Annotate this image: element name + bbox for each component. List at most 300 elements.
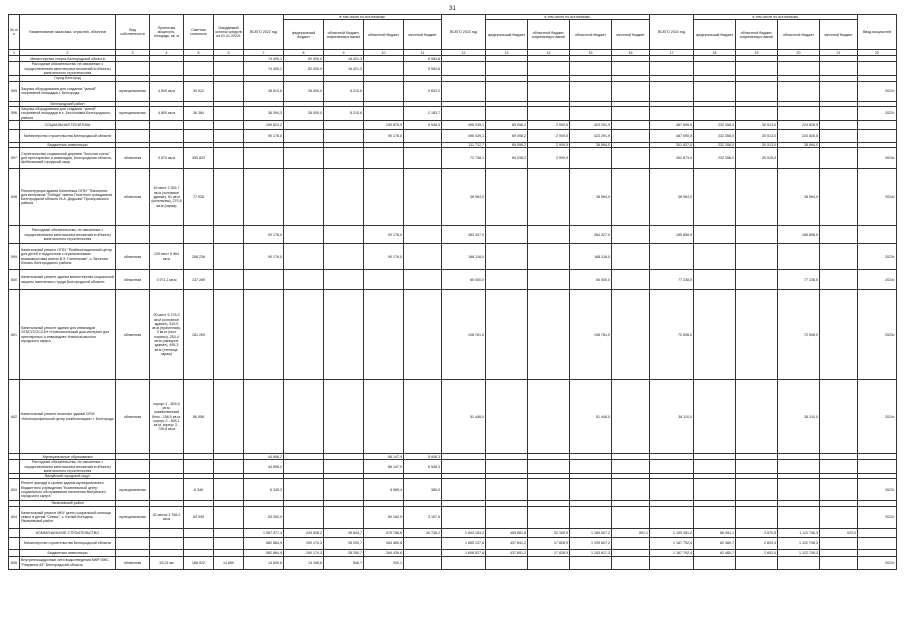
cell-f24 bbox=[694, 506, 736, 528]
cell-o23: 423 291,9 bbox=[570, 129, 612, 142]
cell-no: 598 bbox=[9, 169, 20, 226]
cell-own: областная bbox=[116, 556, 150, 569]
cell-m24 bbox=[820, 62, 858, 76]
cell-cap: 90 мест 5 275,3 кв.м (основное здание), 510,5 кв.м (прачечная), 3 кв.м (пост охраны), 253,4 кв.м (овощное здание), 455,3 кв.м (теплица, гараж) bbox=[150, 290, 184, 380]
cell-inp: 2024г. bbox=[858, 270, 897, 290]
cell-cap bbox=[150, 479, 184, 501]
cell-m24 bbox=[820, 556, 858, 569]
cell-no: 604 bbox=[9, 506, 20, 528]
cell-t23 bbox=[442, 556, 486, 569]
column-number: 16 bbox=[612, 50, 650, 56]
cell-f23 bbox=[486, 106, 528, 120]
table-row bbox=[9, 148, 897, 169]
cell-inp: 2022г. bbox=[858, 556, 897, 569]
cell-s22 bbox=[324, 479, 364, 501]
cell-f22 bbox=[284, 226, 324, 244]
cell-s24: 2 603,4 bbox=[736, 537, 778, 549]
cell-own bbox=[116, 120, 150, 129]
cell-inp bbox=[858, 460, 897, 474]
cell-rest bbox=[214, 479, 244, 501]
cell-s24 bbox=[736, 226, 778, 244]
cell-t23: 1 643 183,3 bbox=[442, 528, 486, 537]
cell-name: Яковлевский район bbox=[20, 501, 116, 506]
cell-s23: 17 828,9 bbox=[528, 549, 570, 556]
table-row bbox=[9, 479, 897, 501]
cell-o23 bbox=[570, 506, 612, 528]
cell-f24 bbox=[694, 81, 736, 101]
cell-f22: 26 000,0 bbox=[284, 81, 324, 101]
cell-s23 bbox=[528, 106, 570, 120]
cell-rest bbox=[214, 460, 244, 474]
cell-cost: 137 289 bbox=[184, 270, 214, 290]
cell-s24: 30 513,0 bbox=[736, 120, 778, 129]
cell-s23 bbox=[528, 244, 570, 270]
cell-m23 bbox=[612, 62, 650, 76]
cell-m23 bbox=[612, 81, 650, 101]
cell-own: областная bbox=[116, 148, 150, 169]
cell-f22 bbox=[284, 290, 324, 380]
cell-f24 bbox=[694, 226, 736, 244]
col-header: областной бюджет bbox=[364, 20, 404, 50]
cell-f23: 437 841,2 bbox=[486, 537, 528, 549]
cell-s22 bbox=[324, 506, 364, 528]
cell-t23: 60 000,0 bbox=[442, 270, 486, 290]
cell-m22: 380,0 bbox=[404, 479, 442, 501]
cell-f23: 69 098,2 bbox=[486, 142, 528, 147]
cell-s22: 546,7 bbox=[324, 556, 364, 569]
cell-rest: 14 850 bbox=[214, 556, 244, 569]
cell-f22 bbox=[284, 244, 324, 270]
cell-t23: 496 039,1 bbox=[442, 120, 486, 129]
cell-f23: 69 098,2 bbox=[486, 129, 528, 142]
group-row bbox=[9, 226, 897, 244]
cell-m22: 3 167,5 bbox=[404, 506, 442, 528]
cell-inp bbox=[858, 537, 897, 549]
cell-s23 bbox=[528, 380, 570, 454]
cell-t22 bbox=[244, 169, 284, 226]
cell-cap bbox=[150, 460, 184, 474]
cell-s22: 16 421,3 bbox=[324, 56, 364, 62]
cell-no: 605 bbox=[9, 556, 20, 569]
cell-o24: 1 122 708,3 bbox=[778, 537, 820, 549]
cell-f24: 232 358,0 bbox=[694, 120, 736, 129]
column-number: 1 bbox=[9, 50, 20, 56]
cell-cap bbox=[150, 226, 184, 244]
cell-own: областная bbox=[116, 270, 150, 290]
cell-f24: 232 358,0 bbox=[694, 142, 736, 147]
cell-t23: 111 712,7 bbox=[442, 142, 486, 147]
cell-s23 bbox=[528, 479, 570, 501]
table-row bbox=[9, 380, 897, 454]
cell-o24: 1 122 708,3 bbox=[778, 549, 820, 556]
column-number: 22 bbox=[858, 50, 897, 56]
cell-name: СОЦИАЛЬНАЯ ПОЛИТИКА bbox=[20, 120, 116, 129]
cell-s22 bbox=[324, 120, 364, 129]
column-number: 10 bbox=[364, 50, 404, 56]
cell-name: Капитальный ремонт здания для инвалидов ОГБСУСОССЗН «Новооскольский дом-интернат для престарелых и инвалидов» Новооскольского городского округа bbox=[20, 290, 116, 380]
cell-m24 bbox=[820, 549, 858, 556]
cell-m22 bbox=[404, 537, 442, 549]
cell-no: 603 bbox=[9, 479, 20, 501]
column-number: 4 bbox=[150, 50, 184, 56]
cell-m22 bbox=[404, 169, 442, 226]
cell-m24 bbox=[820, 129, 858, 142]
cell-name: Капитальный ремонт МБУ центр социальной помощи семье и детям "Семья", с. Белый Колодезь, Яковлевский район bbox=[20, 506, 116, 528]
cell-s23 bbox=[528, 290, 570, 380]
cell-m23 bbox=[612, 244, 650, 270]
cell-m23 bbox=[612, 380, 650, 454]
cell-t24 bbox=[650, 62, 694, 76]
cell-s23 bbox=[528, 270, 570, 290]
cell-cost: 395 823 bbox=[184, 148, 214, 169]
cell-t24 bbox=[650, 106, 694, 120]
cell-f24 bbox=[694, 290, 736, 380]
cell-rest bbox=[214, 270, 244, 290]
page-number: 31 bbox=[449, 6, 456, 12]
cell-inp bbox=[858, 549, 897, 556]
cell-s23 bbox=[528, 460, 570, 474]
cell-name: Муниципальные образования bbox=[20, 454, 116, 460]
cell-name: Реконструкция здания Комплекса ОГБУ "Пансионат для ветеранов "Победа" имени Почетного гражданина Белгородской области М.А. Дедкова" Прохоровского района bbox=[20, 169, 116, 226]
cell-s22 bbox=[324, 270, 364, 290]
cell-f23 bbox=[486, 556, 528, 569]
cell-m22: 5 984,8 bbox=[404, 62, 442, 76]
cell-t24: 36 110,0 bbox=[650, 380, 694, 454]
cell-inp: 2022г. bbox=[858, 506, 897, 528]
table-row bbox=[9, 270, 897, 290]
cell-m24 bbox=[820, 506, 858, 528]
cell-rest bbox=[214, 537, 244, 549]
cell-s23: 2 909,5 bbox=[528, 148, 570, 169]
cell-own: областная bbox=[116, 380, 150, 454]
col-header: областной бюджет, софинансиро-вание bbox=[324, 20, 364, 50]
cell-s22 bbox=[324, 169, 364, 226]
group-row bbox=[9, 537, 897, 549]
column-number: 6 bbox=[214, 50, 244, 56]
cell-f24: 62 480,7 bbox=[694, 537, 736, 549]
cell-s22 bbox=[324, 290, 364, 380]
cell-f24: 232 358,0 bbox=[694, 129, 736, 142]
group-header: в том числе по источникам: bbox=[284, 15, 442, 20]
cell-own bbox=[116, 129, 150, 142]
cell-s22: 8 210,6 bbox=[324, 106, 364, 120]
cell-name: Бюджетные инвестиции bbox=[20, 142, 116, 147]
cell-name: КОММУНАЛЬНОЕ СТРОИТЕЛЬСТВО bbox=[20, 528, 116, 537]
cell-m23 bbox=[612, 549, 650, 556]
cell-f23 bbox=[486, 226, 528, 244]
column-number: 9 bbox=[324, 50, 364, 56]
cell-t22: 90 178,0 bbox=[244, 244, 284, 270]
cell-s24 bbox=[736, 290, 778, 380]
cell-name: Валуйский городской округ bbox=[20, 474, 116, 479]
cell-name: Строительство социальной деревни "Золотая осень" для престарелых и инвалидов, Белгородская область, Шебекинский городской округ bbox=[20, 148, 116, 169]
cell-m23 bbox=[612, 148, 650, 169]
cell-m22 bbox=[404, 380, 442, 454]
cell-t23: 496 039,1 bbox=[442, 129, 486, 142]
cell-t22: 199 824,2 bbox=[244, 120, 284, 129]
cell-s24 bbox=[736, 479, 778, 501]
cell-m22: 5 948,3 bbox=[404, 460, 442, 474]
cell-o24: 185 858,5 bbox=[778, 226, 820, 244]
cell-f23 bbox=[486, 169, 528, 226]
cell-t24: 301 837,0 bbox=[650, 142, 694, 147]
cell-t24: 487 695,5 bbox=[650, 120, 694, 129]
cell-o22 bbox=[364, 81, 404, 101]
cell-t24: 185 858,5 bbox=[650, 226, 694, 244]
cell-m22: 2 183,7 bbox=[404, 106, 442, 120]
cell-t24 bbox=[650, 244, 694, 270]
cell-f22: 290 174,3 bbox=[284, 549, 324, 556]
cell-s24: 30 513,0 bbox=[736, 129, 778, 142]
cell-s24: 3 870,8 bbox=[736, 528, 778, 537]
cell-o23: 168 118,0 bbox=[570, 244, 612, 270]
cell-f22 bbox=[284, 479, 324, 501]
cell-s23 bbox=[528, 226, 570, 244]
cell-cost bbox=[184, 129, 214, 142]
cell-m23 bbox=[612, 106, 650, 120]
cell-own: областная bbox=[116, 290, 150, 380]
cell-o23: 38 964,0 bbox=[570, 142, 612, 147]
cell-o24 bbox=[778, 106, 820, 120]
column-number: 13 bbox=[486, 50, 528, 56]
cell-t24 bbox=[650, 479, 694, 501]
cell-o24 bbox=[778, 244, 820, 270]
cell-own: муниципальная bbox=[116, 506, 150, 528]
cell-no bbox=[9, 62, 20, 76]
cell-m24 bbox=[820, 270, 858, 290]
cell-f22 bbox=[284, 506, 324, 528]
cell-t24: 1 187 792,4 bbox=[650, 537, 694, 549]
cell-f24 bbox=[694, 479, 736, 501]
cell-o23: 1 153 617,3 bbox=[570, 549, 612, 556]
cell-s23: 2 909,5 bbox=[528, 120, 570, 129]
cell-s23: 17 828,9 bbox=[528, 537, 570, 549]
cell-t24 bbox=[650, 81, 694, 101]
group-row bbox=[9, 120, 897, 129]
cell-o22: 90 178,0 bbox=[364, 244, 404, 270]
cell-s22 bbox=[324, 129, 364, 142]
cell-m23 bbox=[612, 226, 650, 244]
cell-s23 bbox=[528, 169, 570, 226]
cell-name: Расходные обязательства, не связанные с осуществлением капитальных вложений в объекты капитального строительства bbox=[20, 460, 116, 474]
cell-own: муниципальная bbox=[116, 106, 150, 120]
col-header: Ожидаемый остаток средств на 01.01.2022г. bbox=[214, 15, 244, 50]
cell-s22 bbox=[324, 460, 364, 474]
col-header: ВСЕГО 2022 год bbox=[244, 15, 284, 50]
cell-no: 599 bbox=[9, 244, 20, 270]
cell-o24 bbox=[778, 506, 820, 528]
cell-name: Капитальный ремонт нежилых зданий ОГБУ «Многопрофильный центр реабилитации» г. Белгорода bbox=[20, 380, 116, 454]
cell-o22 bbox=[364, 148, 404, 169]
col-header: Вид собственности bbox=[116, 15, 150, 50]
col-header: местный бюджет bbox=[820, 20, 858, 50]
cell-own: областная bbox=[116, 169, 150, 226]
cell-s24 bbox=[736, 81, 778, 101]
cell-f23: 455 681,8 bbox=[486, 528, 528, 537]
group-row bbox=[9, 549, 897, 556]
cell-m24 bbox=[820, 244, 858, 270]
cell-f22 bbox=[284, 120, 324, 129]
cell-rest bbox=[214, 506, 244, 528]
cell-m23 bbox=[612, 460, 650, 474]
cell-s23: 2 909,5 bbox=[528, 142, 570, 147]
cell-m23: 591,1 bbox=[612, 528, 650, 537]
cell-o22: 60 182,5 bbox=[364, 506, 404, 528]
cell-t24: 1 187 792,4 bbox=[650, 549, 694, 556]
cell-cap bbox=[150, 62, 184, 76]
group-row bbox=[9, 62, 897, 76]
cell-cap bbox=[150, 549, 184, 556]
table-row bbox=[9, 169, 897, 226]
cell-o22 bbox=[364, 62, 404, 76]
column-number: 11 bbox=[404, 50, 442, 56]
cell-s23 bbox=[528, 62, 570, 76]
cell-m24 bbox=[820, 479, 858, 501]
cell-rest bbox=[214, 129, 244, 142]
cell-f24: 66 491,1 bbox=[694, 528, 736, 537]
cell-s22: 8 210,6 bbox=[324, 81, 364, 101]
cell-name: Капитальный ремонт ОГБУ "Реабилитационный центр для детей и подростков с ограниченными возможностями имени В.З. Глененкова", с. Веселая Лопань Белгородского района bbox=[20, 244, 116, 270]
cell-f23 bbox=[486, 460, 528, 474]
cell-name: Министерство спорта Белгородской области bbox=[20, 56, 116, 62]
col-header: областной бюджет bbox=[570, 20, 612, 50]
cell-o23 bbox=[570, 62, 612, 76]
cell-f23: 69 038,2 bbox=[486, 148, 528, 169]
cell-t24: 72 508,0 bbox=[650, 290, 694, 380]
cell-o22: 86 147,9 bbox=[364, 460, 404, 474]
cell-f22 bbox=[284, 148, 324, 169]
cell-inp bbox=[858, 120, 897, 129]
cell-m22: 3 603,2 bbox=[404, 81, 442, 101]
cell-m24 bbox=[820, 120, 858, 129]
cell-t23: 168 118,0 bbox=[442, 244, 486, 270]
cell-m23 bbox=[612, 129, 650, 142]
cell-f23 bbox=[486, 380, 528, 454]
cell-rest bbox=[214, 549, 244, 556]
cell-own bbox=[116, 528, 150, 537]
cell-s24 bbox=[736, 244, 778, 270]
cell-o23: 38 964,0 bbox=[570, 169, 612, 226]
cell-own: областная bbox=[116, 244, 150, 270]
cell-f22: 443 538,2 bbox=[284, 528, 324, 537]
cell-m24 bbox=[820, 81, 858, 101]
cell-cost bbox=[184, 528, 214, 537]
cell-o22: 575 758,6 bbox=[364, 528, 404, 537]
cell-cost bbox=[184, 62, 214, 76]
col-header: федеральный бюджет bbox=[486, 20, 528, 50]
cell-m22 bbox=[404, 290, 442, 380]
cell-rest bbox=[214, 290, 244, 380]
cell-t22 bbox=[244, 290, 284, 380]
cell-t22 bbox=[244, 148, 284, 169]
cell-s22 bbox=[324, 244, 364, 270]
cell-o24: 38 964,0 bbox=[778, 142, 820, 147]
cell-m22 bbox=[404, 148, 442, 169]
investment-table bbox=[8, 14, 897, 570]
cell-o23 bbox=[570, 106, 612, 120]
cell-t23: 72 748,1 bbox=[442, 148, 486, 169]
cell-own bbox=[116, 226, 150, 244]
cell-s23 bbox=[528, 506, 570, 528]
cell-o23: 423 291,9 bbox=[570, 120, 612, 129]
cell-s24: 2 603,4 bbox=[736, 549, 778, 556]
cell-o24 bbox=[778, 556, 820, 569]
cell-t24: 487 695,5 bbox=[650, 129, 694, 142]
cell-name: Белгородский район bbox=[20, 101, 116, 106]
cell-name: Капитальный ремонт здания министерства социальной защиты населения и труда Белгородской области bbox=[20, 270, 116, 290]
cell-t23 bbox=[442, 506, 486, 528]
cell-o23 bbox=[570, 460, 612, 474]
cell-f24 bbox=[694, 556, 736, 569]
cell-t23: 38 964,0 bbox=[442, 169, 486, 226]
cell-cost bbox=[184, 120, 214, 129]
cell-cost bbox=[184, 226, 214, 244]
column-number: 5 bbox=[184, 50, 214, 56]
cell-inp: 2022г. bbox=[858, 81, 897, 101]
table-row bbox=[9, 506, 897, 528]
cell-inp: 2024г. bbox=[858, 380, 897, 454]
cell-m22 bbox=[404, 226, 442, 244]
cell-s22 bbox=[324, 148, 364, 169]
table-header bbox=[9, 15, 897, 56]
col-header: Сметная стоимость bbox=[184, 15, 214, 50]
cell-cap: 3 874 кв.м bbox=[150, 148, 184, 169]
table-row bbox=[9, 556, 897, 569]
cell-cap: 4 800 кв.м bbox=[150, 81, 184, 101]
cell-name: Расходные обязательства, не связанные с осуществлением капитальных вложений в объекты капитального строительства bbox=[20, 62, 116, 76]
col-header: федеральный бюджет bbox=[694, 20, 736, 50]
group-row bbox=[9, 460, 897, 474]
cell-m23 bbox=[612, 479, 650, 501]
cell-cost: 181 269 bbox=[184, 290, 214, 380]
cell-cap: 53,01 км bbox=[150, 556, 184, 569]
cell-f23: 89 098,2 bbox=[486, 120, 528, 129]
cell-cap bbox=[150, 528, 184, 537]
cell-o24: 1 112 708,3 bbox=[778, 528, 820, 537]
column-number: 7 bbox=[244, 50, 284, 56]
cell-no bbox=[9, 226, 20, 244]
cell-t22: 1 087 977,4 bbox=[244, 528, 284, 537]
cell-s23: 20 169,9 bbox=[528, 528, 570, 537]
cell-t23: 384 327,0 bbox=[442, 226, 486, 244]
cell-inp: 2024г. bbox=[858, 148, 897, 169]
cell-f24 bbox=[694, 169, 736, 226]
cell-m24 bbox=[820, 226, 858, 244]
cell-inp: 2023г. bbox=[858, 244, 897, 270]
cell-o22: 90 178,0 bbox=[364, 129, 404, 142]
cell-inp bbox=[858, 62, 897, 76]
cell-m24 bbox=[820, 537, 858, 549]
cell-no: 597 bbox=[9, 148, 20, 169]
cell-no: 600 bbox=[9, 270, 20, 290]
cell-name: Министерство строительства Белгородской области bbox=[20, 537, 116, 549]
col-header: Ввод мощностей bbox=[858, 15, 897, 50]
cell-o24: 38 964,0 bbox=[778, 169, 820, 226]
cell-t22: 582 864,9 bbox=[244, 549, 284, 556]
cell-cost bbox=[184, 549, 214, 556]
column-number: 17 bbox=[650, 50, 694, 56]
cell-o22: 86 147,9 bbox=[364, 454, 404, 460]
cell-m23 bbox=[612, 120, 650, 129]
cell-s23 bbox=[528, 556, 570, 569]
cell-s24 bbox=[736, 106, 778, 120]
group-header: в том числе по источникам: bbox=[694, 15, 858, 20]
cell-cap: корпус 1 - 804,6 кв.м, хозяйственный блок - 156,5 кв.м, корпус 2 - 805,1 кв.м, корпус 3 - 728,8 кв.м bbox=[150, 380, 184, 454]
cell-t22: 90 178,0 bbox=[244, 226, 284, 244]
cell-m22: 5 948,3 bbox=[404, 454, 442, 460]
cell-m24 bbox=[820, 290, 858, 380]
cell-o23: 384 327,0 bbox=[570, 226, 612, 244]
